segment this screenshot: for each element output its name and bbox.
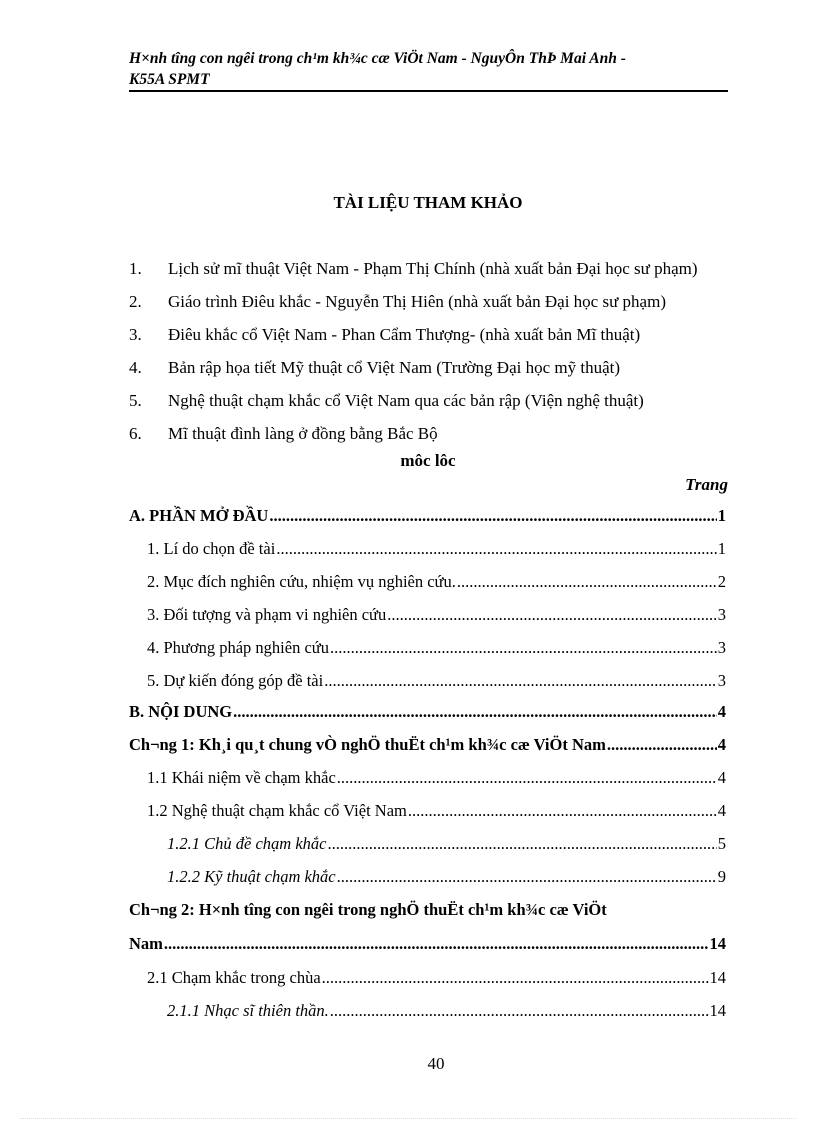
toc-entry-page: 4 [717, 735, 726, 754]
toc-entry-label: 4. Phương pháp nghiên cứu [147, 638, 329, 657]
reference-text: Lịch sử mĩ thuật Việt Nam - Phạm Thị Chính (nhà xuất bản Đại học sư phạm) [168, 259, 698, 278]
toc-entry-page: 14 [709, 968, 726, 987]
toc-entry [129, 733, 726, 757]
toc-entry-label: 5. Dự kiến đóng góp đề tài [147, 671, 324, 690]
reference-item [129, 323, 769, 356]
toc-entry [129, 865, 726, 889]
toc-entry-page: 3 [717, 671, 726, 690]
toc-entry-page: 4 [717, 801, 726, 820]
reference-text: Bản rập họa tiết Mỹ thuật cổ Việt Nam (Trường Đại học mỹ thuật) [168, 358, 621, 377]
reference-item [129, 356, 769, 389]
reference-number: 1. [129, 259, 142, 278]
toc-entry-label: 2.1.1 Nhạc sĩ thiên thần. [167, 1001, 329, 1020]
reference-number: 3. [129, 325, 142, 344]
toc-entry-label-wrapped: Ch¬ng 2: H×nh tîng con ngêi trong nghÖ thuËt ch¹m kh¾c cæ ViÖt [129, 900, 607, 919]
toc-entry [129, 700, 726, 724]
toc-leader-dots [324, 669, 717, 693]
toc-entry-label: Ch¬ng 1: Kh¸i qu¸t chung vÒ nghÖ thuËt ch¹m kh¾c cæ ViÖt Nam [129, 735, 606, 754]
toc-page-heading: Trang [685, 475, 728, 494]
toc-entry-page: 9 [717, 867, 726, 886]
page-number: 40 [427, 1054, 445, 1073]
toc-entry-page: 14 [709, 934, 726, 953]
toc-entry [129, 504, 726, 528]
toc-entry-label: 3. Đối tượng và phạm vi nghiên cứu [147, 605, 387, 624]
toc-entry-label: 1.2.2 Kỹ thuật chạm khắc [167, 867, 336, 886]
references-title: TÀI LIỆU THAM KHẢO [333, 193, 523, 212]
references-list [129, 257, 769, 455]
toc-entry-label: 2.1 Chạm khắc trong chùa [147, 968, 321, 987]
reference-text: Điêu khắc cổ Việt Nam - Phan Cẩm Thượng- (nhà xuất bản Mĩ thuật) [168, 325, 641, 344]
toc-leader-dots [387, 603, 717, 627]
toc-entry-page: 5 [717, 834, 726, 853]
header-line-2: K55A SPMT [129, 71, 210, 88]
toc-entry [129, 537, 726, 561]
page-header [129, 48, 728, 90]
toc-entry [129, 932, 726, 956]
header-divider [129, 90, 728, 92]
toc-entry [129, 799, 726, 823]
toc-leader-dots [322, 966, 709, 990]
toc-entry-label: 2. Mục đích nghiên cứu, nhiệm vụ nghiên cứu. [147, 572, 456, 591]
reference-number: 6. [129, 424, 142, 443]
reference-item [129, 257, 769, 290]
toc-leader-dots [164, 932, 709, 956]
toc-leader-dots [233, 700, 717, 724]
toc-entry-page: 3 [717, 638, 726, 657]
toc-entry [129, 966, 726, 990]
toc-entry-label: 1. Lí do chọn đề tài [147, 539, 276, 558]
toc-entry-page: 1 [717, 506, 726, 525]
toc-leader-dots [408, 799, 717, 823]
footer-divider [20, 1118, 796, 1119]
reference-item [129, 290, 769, 323]
toc-entry-page: 4 [717, 702, 726, 721]
reference-number: 4. [129, 358, 142, 377]
toc-entry-page: 3 [717, 605, 726, 624]
toc-entry-page: 14 [709, 1001, 726, 1020]
toc-entry-label: Nam [129, 934, 163, 953]
reference-number: 5. [129, 391, 142, 410]
reference-text: Mĩ thuật đình làng ở đồng bằng Bắc Bộ [168, 424, 438, 443]
toc-leader-dots [330, 999, 709, 1023]
reference-number: 2. [129, 292, 142, 311]
toc-leader-dots [457, 570, 717, 594]
toc-leader-dots [337, 766, 717, 790]
reference-text: Nghệ thuật chạm khắc cổ Việt Nam qua các bản rập (Viện nghệ thuật) [168, 391, 644, 410]
toc-leader-dots [330, 636, 717, 660]
toc-entry-label: 1.1 Khái niệm về chạm khắc [147, 768, 336, 787]
toc-title: môc lôc [400, 451, 456, 470]
toc-entry-page: 1 [717, 539, 726, 558]
toc-entry [129, 669, 726, 693]
toc-entry [129, 999, 726, 1023]
toc-entry-label: A. PHẦN MỞ ĐẦU [129, 506, 269, 525]
toc-entry-label: 1.2 Nghệ thuật chạm khắc cổ Việt Nam [147, 801, 407, 820]
toc-entry-page: 2 [717, 572, 726, 591]
toc-entry-label: B. NỘI DUNG [129, 702, 233, 721]
toc-leader-dots [327, 832, 716, 856]
reference-text: Giáo trình Điêu khắc - Nguyễn Thị Hiên (nhà xuất bản Đại học sư phạm) [168, 292, 666, 311]
toc-entry-page: 4 [717, 768, 726, 787]
header-line-1: H×nh tîng con ngêi trong ch¹m kh¾c cæ ViÖt Nam - NguyÔn ThÞ Mai Anh - [129, 50, 626, 67]
toc-entry [129, 832, 726, 856]
toc-entry [129, 766, 726, 790]
toc-entry [129, 570, 726, 594]
toc-entry-label: 1.2.1 Chủ đề chạm khắc [167, 834, 327, 853]
toc-leader-dots [269, 504, 716, 528]
reference-item [129, 389, 769, 422]
toc-entry [129, 603, 726, 627]
toc-leader-dots [276, 537, 716, 561]
toc-leader-dots [337, 865, 717, 889]
toc-entry [129, 636, 726, 660]
toc-leader-dots [607, 733, 717, 757]
